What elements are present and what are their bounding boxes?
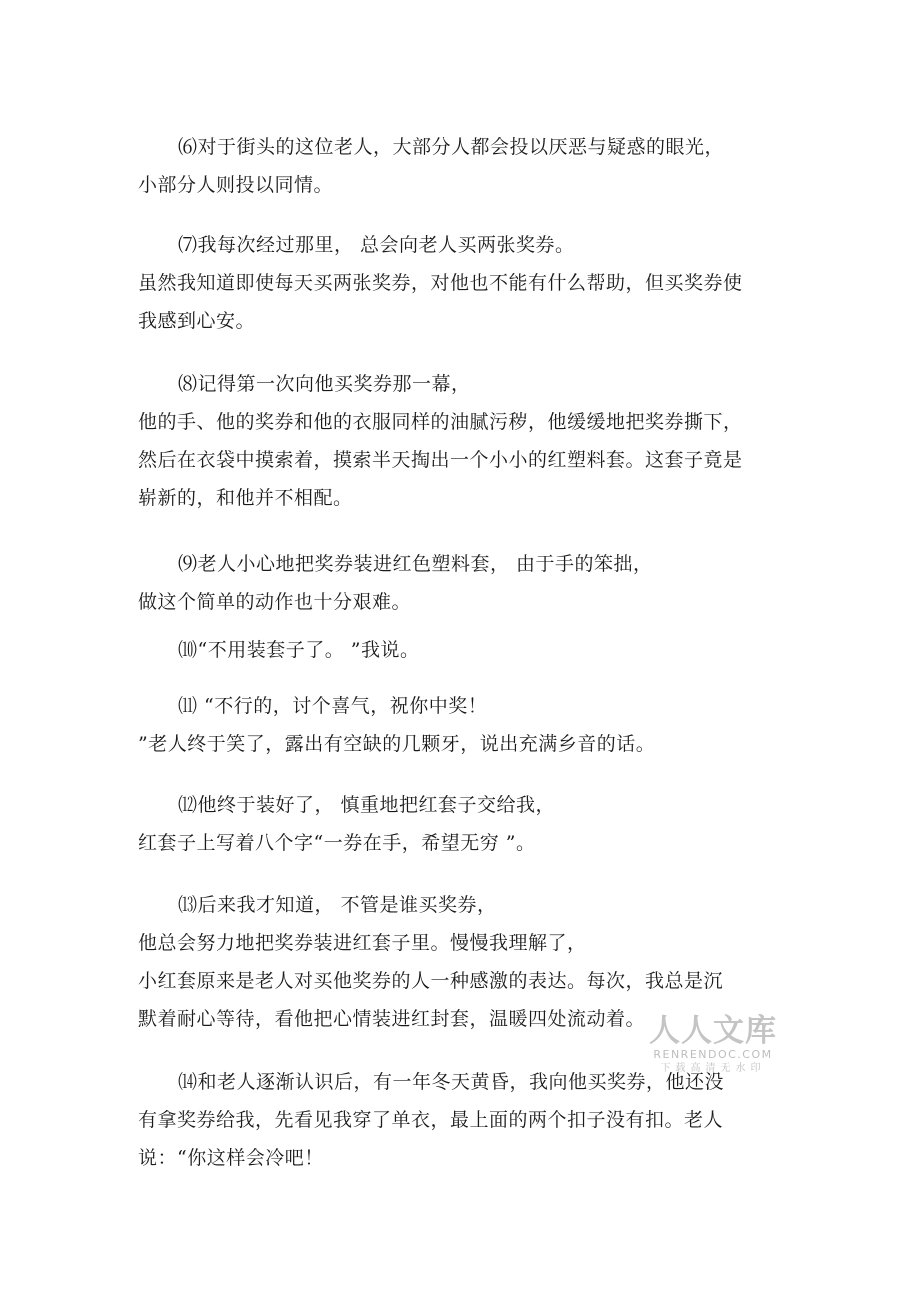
text-line: 然后在衣袋中摸索着，摸索半天掏出一个小小的红塑料套。这套子竟是	[138, 449, 743, 471]
text-line: ⑼老人小心地把奖券装进红色塑料套， 由于手的笨拙，	[178, 553, 653, 575]
text-line: ⑹对于街头的这位老人，大部分人都会投以厌恶与疑惑的眼光，	[178, 136, 725, 158]
text-line: 小红套原来是老人对买他奖券的人一种感激的表达。每次，我总是沉	[138, 970, 724, 992]
text-line: ”老人终于笑了，露出有空缺的几颗牙，说出充满乡音的话。	[138, 733, 656, 755]
text-line: ⒀后来我才知道， 不管是谁买奖券，	[178, 894, 497, 916]
paragraph-6	[138, 128, 788, 204]
text-line: 默着耐心等待，看他把心情装进红封套，温暖四处流动着。	[138, 1008, 646, 1030]
text-line: 红套子上写着八个字“一券在手，希望无穷 ”。	[138, 832, 536, 854]
paragraph-10	[138, 631, 788, 669]
text-line: ⑾ “不行的，讨个喜气，祝你中奖！	[178, 695, 488, 717]
text-line: ⑿他终于装好了， 慎重地把红套子交给我，	[178, 794, 556, 816]
watermark	[648, 1014, 778, 1075]
text-line: 他总会努力地把奖券装进红套子里。慢慢我理解了，	[138, 932, 587, 954]
text-line: 崭新的，和他并不相配。	[138, 487, 353, 509]
paragraph-7	[138, 226, 788, 340]
paragraph-9	[138, 545, 788, 621]
text-line: ⒁和老人逐渐认识后，有一年冬天黄昏，我向他买奖券，他还没	[178, 1071, 725, 1093]
watermark-title: 人人文库	[649, 1013, 777, 1049]
paragraph-14	[138, 1063, 788, 1177]
text-line: 他的手、他的奖券和他的衣服同样的油腻污秽，他缓缓地把奖券撕下，	[138, 411, 743, 433]
text-line: ⑽“不用装套子了。 ”我说。	[178, 639, 420, 661]
text-line: ⑻记得第一次向他买奖券那一幕，	[178, 373, 471, 395]
text-line: 我感到心安。	[138, 310, 256, 332]
watermark-domain: RENRENDOC.COM	[653, 1048, 773, 1061]
paragraph-8	[138, 365, 788, 517]
text-line: 虽然我知道即使每天买两张奖券，对他也不能有什么帮助，但买奖券使	[138, 272, 743, 294]
text-line: ⑺我每次经过那里， 总会向老人买两张奖券。	[178, 234, 575, 256]
paragraph-11	[138, 687, 788, 763]
text-line: 说：“你这样会冷吧！	[138, 1147, 324, 1169]
text-line: 有拿奖券给我，先看见我穿了单衣，最上面的两个扣子没有扣。老人	[138, 1109, 724, 1131]
text-line: 做这个简单的动作也十分艰难。	[138, 591, 412, 613]
text-line: 小部分人则投以同情。	[138, 174, 334, 196]
watermark-subtitle: 下载高清无水印	[660, 1063, 766, 1074]
paragraph-12	[138, 786, 788, 862]
